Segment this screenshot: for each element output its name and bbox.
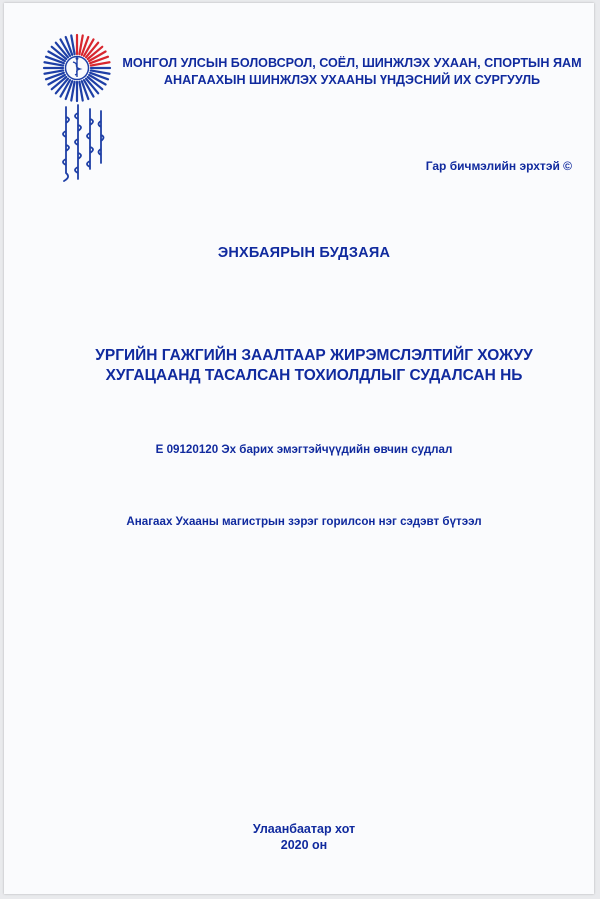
ministry-name: МОНГОЛ УЛСЫН БОЛОВСРОЛ, СОЁЛ, ШИНЖЛЭХ УХААН, СПОРТЫН ЯАМ bbox=[122, 56, 582, 70]
copyright-notice: Гар бичмэлийн эрхтэй © bbox=[425, 159, 572, 173]
degree-statement: Анагаах Ухааны магистрын зэрэг горилсон нэг сэдэвт бүтээл bbox=[126, 515, 482, 528]
university-emblem-icon bbox=[42, 33, 112, 103]
place-of-publication: Улаанбаатар хот bbox=[252, 822, 356, 836]
university-name: АНАГААХЫН ШИНЖЛЭХ УХААНЫ ҮНДЭСНИЙ ИХ СУРГУУЛЬ bbox=[163, 73, 541, 87]
thesis-title-line-2: ХУГАЦААНД ТАСАЛСАН ТОХИОЛДЛЫГ СУДАЛСАН НЬ bbox=[105, 367, 523, 384]
thesis-cover-page bbox=[4, 3, 594, 894]
mongolian-script-text-icon bbox=[56, 103, 108, 185]
publication-year: 2020 он bbox=[280, 838, 328, 852]
specialty-code: E 09120120 Эх барих эмэгтэйчүүдийн өвчин судлал bbox=[155, 443, 453, 456]
author-name: ЭНХБАЯРЫН БУДЗАЯА bbox=[217, 245, 391, 261]
thesis-title-line-1: УРГИЙН ГАЖГИЙН ЗААЛТААР ЖИРЭМСЛЭЛТИЙГ ХОЖУУ bbox=[95, 347, 533, 364]
